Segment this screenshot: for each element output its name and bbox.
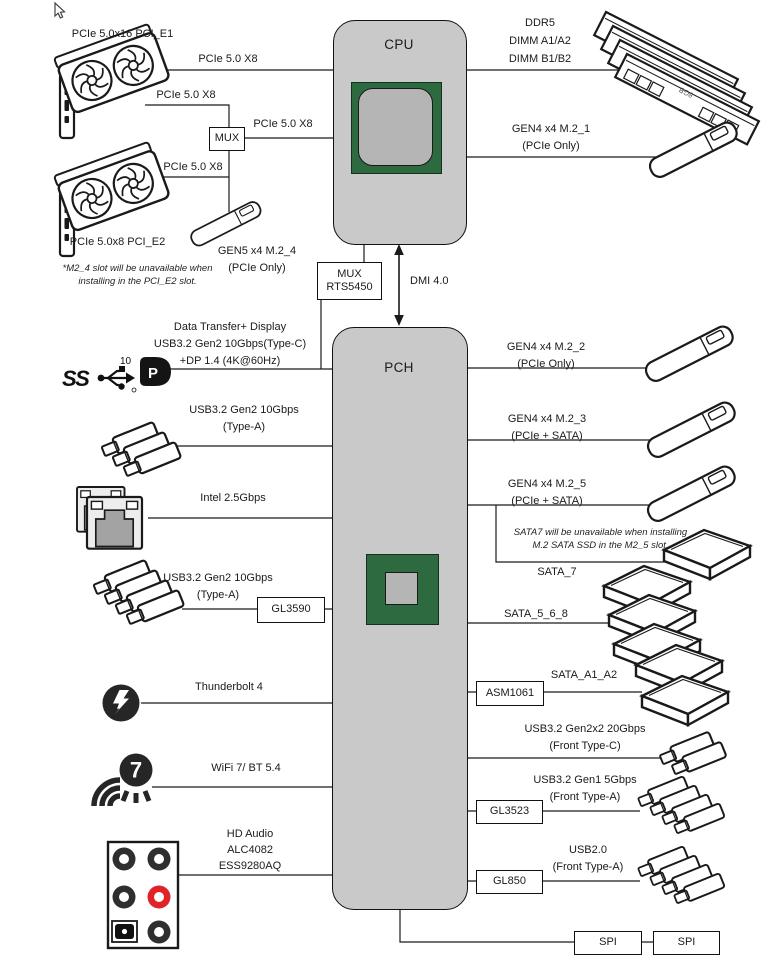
m2-4-ssd-icon [189, 200, 263, 248]
label-dmi: DMI 4.0 [410, 275, 449, 287]
pch-block-label: PCH [384, 360, 414, 375]
thunderbolt-icon [103, 685, 140, 722]
mux-rts5450-box: MUX RTS5450 [317, 262, 382, 300]
label-pcie-x8-4: PCIe 5.0 X8 [163, 161, 223, 173]
label-m2-1: GEN4 x4 M.2_1 (PCIe Only) [511, 123, 591, 152]
label-usb-rear-2: USB3.2 Gen2 10Gbps (Type-A) [163, 572, 273, 601]
label-lan: Intel 2.5Gbps [200, 492, 266, 504]
label-pcie-e1: PCIe 5.0x16 PCI_E1 [71, 28, 174, 40]
cpu-block-label: CPU [384, 37, 414, 52]
label-pcie-e2: PCIe 5.0x8 PCI_E2 [69, 236, 166, 248]
dmi-arrow [394, 244, 404, 326]
label-wifi: WiFi 7/ BT 5.4 [211, 762, 281, 774]
note-sata7: SATA7 will be unavailable when installing M.2 SATA SSD in the M2_5 slot. [513, 527, 688, 551]
label-m2-5: GEN4 x4 M.2_5 (PCIe + SATA) [507, 478, 587, 507]
label-pcie-x8-3: PCIe 5.0 X8 [253, 118, 313, 130]
cpu-die-icon [351, 82, 442, 174]
label-usb-20g: USB3.2 Gen2x2 20Gbps (Front Type-C) [524, 723, 646, 752]
asm1061-box: ASM1061 [476, 681, 544, 706]
ddr5-dimm-icon [594, 12, 759, 144]
m2-1-ssd-icon [647, 120, 740, 180]
sata-a1-a2-drives-icon [636, 645, 728, 725]
label-usb2: USB2.0 (Front Type-A) [552, 844, 624, 873]
label-audio: HD Audio ALC4082 ESS9280AQ [218, 828, 282, 872]
label-pcie-x8-2: PCIe 5.0 X8 [156, 89, 216, 101]
svg-text:10: 10 [120, 356, 132, 367]
label-usb-5g: USB3.2 Gen1 5Gbps (Front Type-A) [533, 774, 637, 803]
dimm-capacity-text: 8GB [677, 85, 695, 100]
label-thunderbolt: Thunderbolt 4 [195, 681, 263, 693]
ethernet-port-icon [77, 487, 142, 549]
svg-text:P: P [147, 365, 159, 382]
label-ddr5: DDR5 DIMM A1/A2 DIMM B1/B2 [508, 17, 572, 65]
mux-box: MUX [209, 127, 245, 151]
m2-3-ssd-icon [645, 400, 738, 460]
label-m2-2: GEN4 x4 M.2_2 (PCIe Only) [506, 341, 586, 370]
usb-20g-front-icon [658, 732, 726, 777]
spi-box-2: SPI [653, 931, 720, 955]
spi-box-1: SPI [574, 931, 642, 955]
audio-jacks-icon [108, 842, 178, 948]
note-m2-4: *M2_4 slot will be unavailable when installing in the PCI_E2 slot. [62, 263, 213, 287]
gl3590-box: GL3590 [257, 597, 325, 623]
cursor-icon [55, 3, 65, 18]
label-pcie-x8-1: PCIe 5.0 X8 [198, 53, 258, 65]
label-m2-3: GEN4 x4 M.2_3 (PCIe + SATA) [507, 413, 587, 442]
label-sata-a1-a2: SATA_A1_A2 [550, 669, 618, 681]
svg-text:SS: SS [62, 366, 89, 391]
label-usb-typec-dp: Data Transfer+ Display USB3.2 Gen2 10Gbps(Type-C) +DP 1.4 (4K@60Hz) [153, 321, 307, 367]
label-usb-rear-1: USB3.2 Gen2 10Gbps (Type-A) [189, 404, 299, 433]
gl850-box: GL850 [476, 870, 543, 894]
label-sata7: SATA_7 [537, 566, 577, 578]
m2-5-ssd-icon [645, 464, 738, 524]
wifi7-icon [94, 754, 153, 807]
label-sata-5-6-8: SATA_5_6_8 [504, 608, 568, 620]
gl3523-box: GL3523 [476, 800, 543, 824]
svg-text:7: 7 [129, 757, 143, 783]
pch-die-icon [366, 554, 439, 625]
label-m2-4: GEN5 x4 M.2_4 (PCIe Only) [217, 245, 297, 274]
m2-2-ssd-icon [643, 324, 736, 384]
